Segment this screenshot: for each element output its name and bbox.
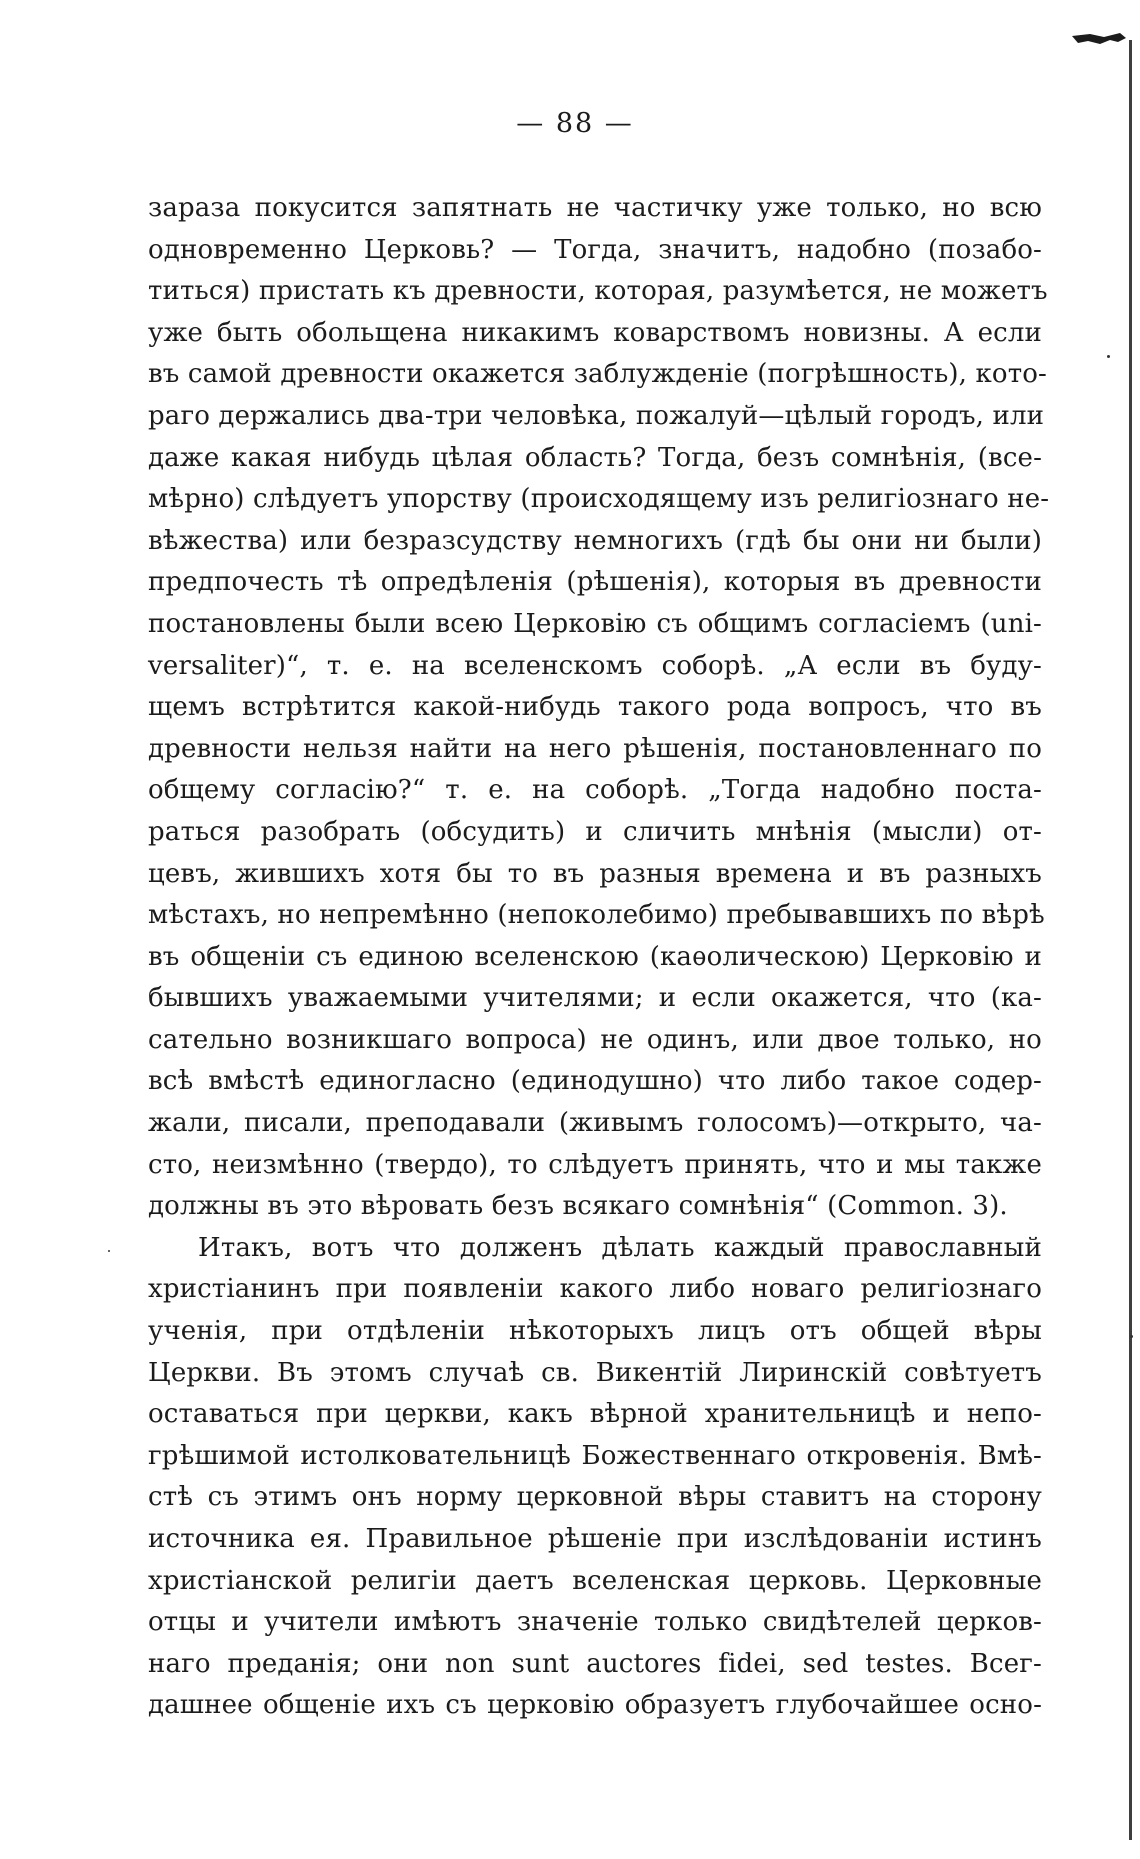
text-line: всѣ вмѣстѣ единогласно (единодушно) что либо такое содер- — [148, 1066, 1042, 1097]
text-line: оставаться при церкви, какъ вѣрной хранительницѣ и непо- — [148, 1399, 1042, 1430]
scan-speck — [1107, 355, 1110, 358]
scan-edge-mark — [1070, 30, 1128, 48]
text-line: наго преданія; они non sunt auctores fidei, sed testes. Всег- — [148, 1648, 1042, 1679]
text-line: щемъ встрѣтится какой-нибудь такого рода вопросъ, что въ — [148, 692, 1042, 723]
text-line: дашнее общеніе ихъ съ церковію образуетъ глубочайшее осно- — [148, 1690, 1042, 1721]
text-line: цевъ, жившихъ хотя бы то въ разныя времена и въ разныхъ — [148, 858, 1042, 889]
text-line: христіанинъ при появленіи какого либо новаго религіознаго — [148, 1274, 1042, 1305]
text-line: одновременно Церковь? — Тогда, значитъ, надобно (позабо- — [148, 234, 1042, 265]
scan-edge-line — [1129, 40, 1132, 1840]
scan-speck — [1130, 1335, 1133, 1338]
text-line: ученія, при отдѣленіи нѣкоторыхъ лицъ отъ общей вѣры — [148, 1316, 1042, 1347]
text-line: мѣрно) слѣдуетъ упорству (происходящему изъ религіознаго не- — [148, 484, 1050, 515]
text-line: титься) пристать къ древности, которая, разумѣется, не можетъ — [148, 276, 1048, 307]
text-line: древности нельзя найти на него рѣшенія, постановленнаго по — [148, 733, 1042, 764]
text-line: грѣшимой истолковательницѣ Божественнаго откровенія. Вмѣ- — [148, 1440, 1042, 1471]
text-line: раться разобрать (обсудить) и сличить мнѣнія (мысли) от- — [148, 816, 1042, 847]
text-line: жали, писали, преподавали (живымъ голосомъ)—открыто, ча- — [148, 1108, 1042, 1139]
text-line: въ общеніи съ единою вселенскою (каѳолическою) Церковію и — [148, 941, 1042, 972]
text-line: предпочесть тѣ опредѣленія (рѣшенія), которыя въ древности — [148, 567, 1042, 598]
text-line: въ самой древности окажется заблужденіе (погрѣшность), кото- — [148, 359, 1047, 390]
paragraph-first-line: Итакъ, вотъ что долженъ дѣлать каждый православный — [198, 1232, 1042, 1263]
text-line: бывшихъ уважаемыми учителями; и если окажется, что (ка- — [148, 983, 1042, 1014]
text-line: общему согласію?“ т. е. на соборѣ. „Тогда надобно поста- — [148, 775, 1042, 806]
text-line: даже какая нибудь цѣлая область? Тогда, безъ сомнѣнія, (все- — [148, 442, 1042, 473]
text-line: должны въ это вѣровать безъ всякаго сомнѣнія“ (Common. 3). — [148, 1191, 1008, 1222]
text-line: versaliter)“, т. е. на вселенскомъ соборѣ. „А если въ буду- — [148, 650, 1042, 681]
text-line: уже быть обольщена никакимъ коварствомъ новизны. А если — [148, 317, 1042, 348]
text-line: вѣжества) или безразсудству немногихъ (гдѣ бы они ни были) — [148, 525, 1042, 556]
page-number: — 88 — — [516, 108, 634, 139]
text-line: христіанской религіи даетъ вселенская церковь. Церковные — [148, 1565, 1042, 1596]
text-line: зараза покусится запятнать не частичку уже только, но всю — [148, 193, 1042, 223]
ink-blot-icon — [1070, 30, 1128, 48]
text-line: мѣстахъ, но непремѣнно (непоколебимо) пребывавшихъ по вѣрѣ — [148, 900, 1045, 931]
text-line: постановлены были всею Церковію съ общимъ согласіемъ (uni- — [148, 608, 1042, 639]
scan-speck — [108, 1250, 110, 1252]
text-line: сто, неизмѣнно (твердо), то слѣдуетъ принять, что и мы также — [148, 1149, 1042, 1180]
body-text — [148, 188, 1050, 1727]
text-line: раго держались два-три человѣка, пожалуй—цѣлый городъ, или — [148, 400, 1045, 431]
text-line: стѣ съ этимъ онъ норму церковной вѣры ставитъ на сторону — [148, 1482, 1042, 1513]
text-line: отцы и учители имѣютъ значеніе только свидѣтелей церков- — [148, 1607, 1042, 1638]
text-line: Церкви. Въ этомъ случаѣ св. Викентій Лиринскій совѣтуетъ — [148, 1357, 1042, 1388]
text-line: сательно возникшаго вопроса) не одинъ, или двое только, но — [148, 1024, 1042, 1055]
text-line: источника ея. Правильное рѣшеніе при изслѣдованіи истинъ — [148, 1524, 1042, 1554]
